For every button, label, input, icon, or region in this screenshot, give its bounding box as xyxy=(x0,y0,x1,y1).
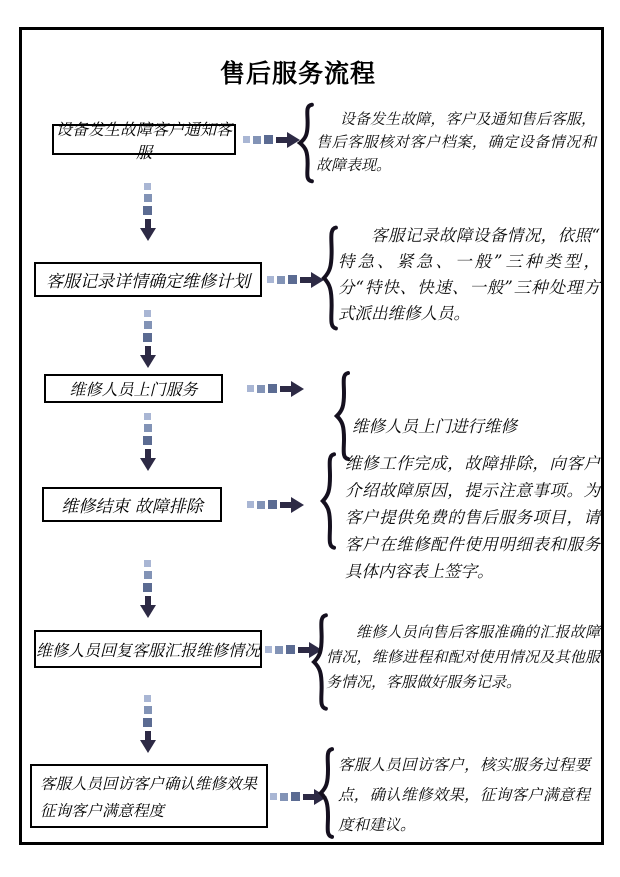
flow-step-6-label: 客服人员回访客户确认维修效果征询客户满意程度 xyxy=(40,775,258,820)
arrow-dash-icon xyxy=(243,136,250,143)
flow-step-4-description: 维修工作完成，故障排除，向客户介绍故障原因，提示注意事项。为客户提供免费的售后服务项目，请客户在维修配件使用明细表和服务具体内容表上签字。 xyxy=(345,454,600,581)
arrowhead-down-icon xyxy=(140,346,156,368)
flow-step-3-label: 维修人员上门服务 xyxy=(69,380,198,399)
flow-step-2-label: 客服记录详情确定维修计划 xyxy=(46,272,250,292)
flow-step-3-description: 维修人员上门进行维修 xyxy=(352,417,517,436)
flow-step-4-label: 维修结束 故障排除 xyxy=(61,497,203,517)
flow-step-6-box xyxy=(30,764,268,828)
arrow-dash-icon xyxy=(253,136,261,144)
arrow-dash-icon xyxy=(277,276,285,284)
arrow-dash-icon xyxy=(144,424,152,432)
flow-step-6-description: 客服人员回访客户，核实服务过程要点，确认维修效果，征询客户满意程度和建议。 xyxy=(338,756,590,834)
left-brace-2-icon xyxy=(321,224,338,332)
arrowhead-right-icon xyxy=(280,381,304,397)
arrow-dash-icon xyxy=(286,645,295,654)
arrow-dash-icon xyxy=(144,194,152,202)
arrow-dash-icon xyxy=(264,135,273,144)
arrow-dash-icon xyxy=(275,646,283,654)
left-brace-1-icon xyxy=(297,102,314,184)
flow-step-1-description: 设备发生故障，客户及通知售后客服，售后客服核对客户档案，确定设备情况和故障表现。 xyxy=(316,110,596,174)
flow-step-5-description: 维修人员向售后客服准确的汇报故障情况，维修进程和配对使用情况及其他服务情况，客服做好服务记录。 xyxy=(326,623,600,691)
arrow-dash-icon xyxy=(143,718,152,727)
left-brace-6-icon xyxy=(318,746,334,840)
arrow-dash-icon xyxy=(265,646,272,653)
arrow-dash-icon xyxy=(257,385,265,393)
arrow-dash-icon xyxy=(144,310,151,317)
arrow-dash-icon xyxy=(291,792,300,801)
arrow-down-3-icon xyxy=(139,413,156,471)
arrow-down-2-icon xyxy=(139,310,156,368)
arrow-right-1-icon xyxy=(243,131,300,148)
arrow-dash-icon xyxy=(143,436,152,445)
arrow-dash-icon xyxy=(268,384,277,393)
flow-step-1-label: 设备发生故障客户通知客服 xyxy=(55,119,232,162)
arrow-dash-icon xyxy=(288,275,297,284)
flow-step-5-label: 维修人员回复客服汇报维修情况 xyxy=(36,640,261,660)
arrow-dash-icon xyxy=(143,206,152,215)
arrowhead-down-icon xyxy=(140,449,156,471)
left-brace-4-icon xyxy=(320,451,336,551)
flow-step-1-box xyxy=(52,119,236,162)
arrow-dash-icon xyxy=(144,413,151,420)
flow-step-4-box xyxy=(42,487,222,522)
arrow-right-2-icon xyxy=(267,271,324,288)
arrow-dash-icon xyxy=(144,571,152,579)
arrow-dash-icon xyxy=(268,500,277,509)
arrow-dash-icon xyxy=(144,183,151,190)
arrow-dash-icon xyxy=(247,501,254,508)
arrow-dash-icon xyxy=(257,501,265,509)
arrow-dash-icon xyxy=(144,560,151,567)
arrowhead-down-icon xyxy=(140,596,156,618)
page-title: 售后服务流程 xyxy=(219,60,376,88)
arrow-dash-icon xyxy=(247,385,254,392)
arrow-dash-icon xyxy=(143,583,152,592)
arrowhead-down-icon xyxy=(140,731,156,753)
arrow-dash-icon xyxy=(267,276,274,283)
flow-step-2-description: 客服记录故障设备情况，依照“ 特急、紧急、一般”三种类型，分“特快、快速、一般”三种处理方式派出维修人员。 xyxy=(338,226,600,323)
arrowhead-down-icon xyxy=(140,219,156,241)
flow-step-3-box xyxy=(44,374,223,403)
arrow-dash-icon xyxy=(143,333,152,342)
arrow-dash-icon xyxy=(144,321,152,329)
arrow-right-4-icon xyxy=(247,496,304,513)
arrow-dash-icon xyxy=(270,793,277,800)
left-brace-3-icon xyxy=(334,370,350,462)
arrow-dash-icon xyxy=(144,706,152,714)
arrow-down-4-icon xyxy=(139,560,156,618)
arrow-right-3-icon xyxy=(247,380,304,397)
arrowhead-right-icon xyxy=(280,497,304,513)
arrow-down-5-icon xyxy=(139,695,156,753)
arrow-dash-icon xyxy=(144,695,151,702)
arrow-dash-icon xyxy=(280,793,288,801)
arrow-down-1-icon xyxy=(139,183,156,241)
flow-step-2-box xyxy=(34,262,262,297)
flow-step-5-box xyxy=(34,630,262,668)
